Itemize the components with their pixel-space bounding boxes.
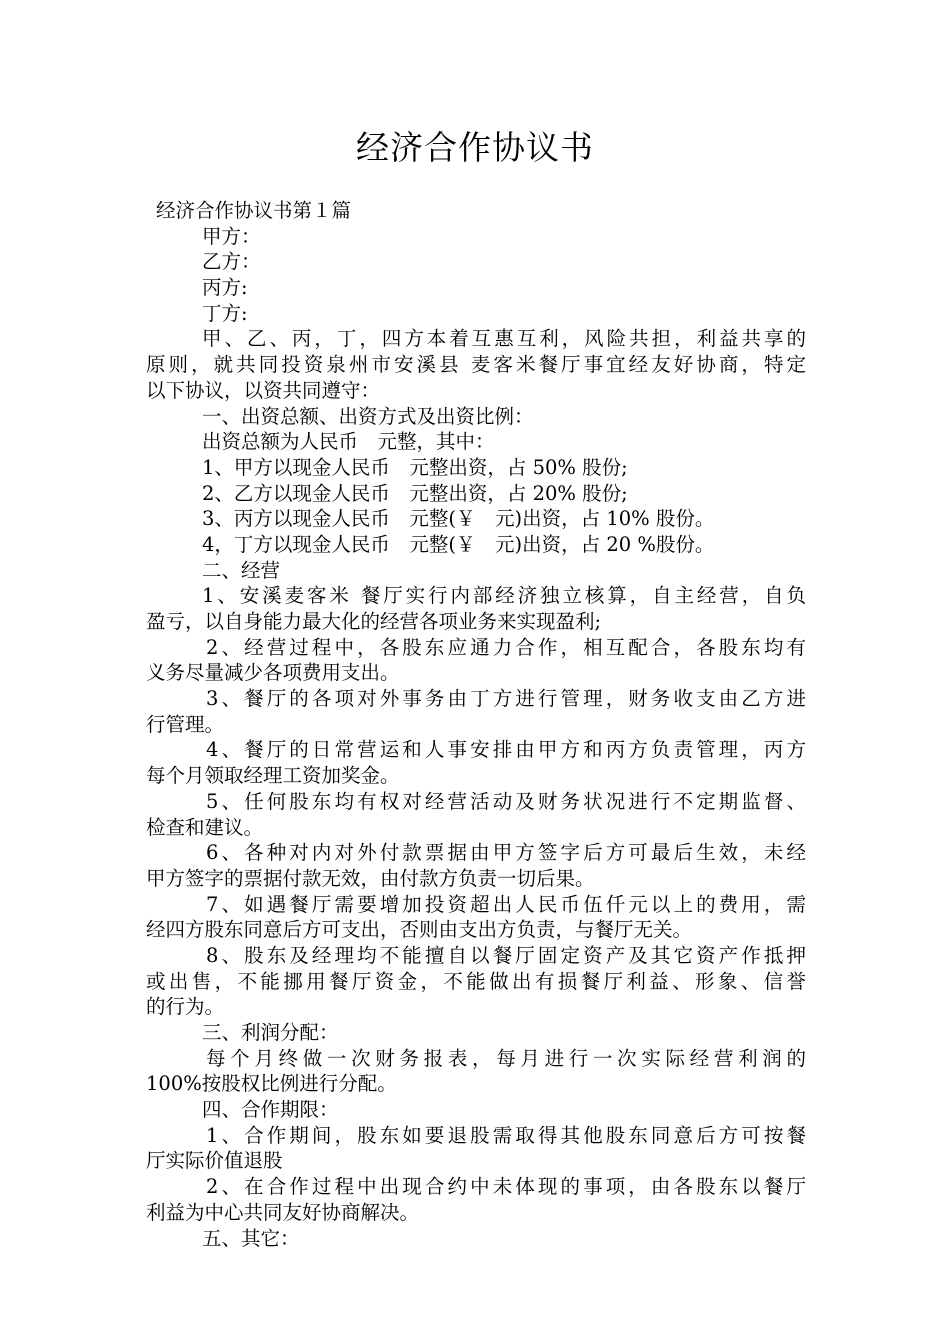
document-line: 经济合作协议书第１篇	[156, 199, 352, 222]
document-line: 以下协议，以资共同遵守：	[146, 378, 381, 402]
document-line: 3、丙方以现金人民币 元整(￥ 元)出资，占 10% 股份。	[202, 507, 715, 531]
document-line: 盈亏，以自身能力最大化的经营各项业务来实现盈利;	[146, 610, 602, 633]
document-line: 检查和建议。	[146, 815, 264, 839]
document-line: 五、其它：	[202, 1226, 300, 1250]
document-line: 2、在合作过程中出现合约中未体现的事项，由各股东以餐厅	[206, 1175, 806, 1199]
document-line: 6、各种对内对外付款票据由甲方签字后方可最后生效，未经	[206, 841, 806, 865]
document-line: 2、乙方以现金人民币 元整出资，占 20% 股份;	[202, 481, 628, 505]
document-line: 义务尽量减少各项费用支出。	[146, 661, 400, 685]
document-line: 4，丁方以现金人民币 元整(￥ 元)出资，占 20 %股份。	[202, 532, 715, 556]
document-line: 的行为。	[146, 995, 225, 1019]
document-line: 厅实际价值退股	[146, 1149, 283, 1173]
document-line: 行管理。	[146, 712, 225, 736]
document-line: 2、经营过程中，各股东应通力合作，相互配合，各股东均有	[206, 635, 806, 659]
document-line: 丙方:	[202, 276, 248, 300]
document-line: 甲、乙、丙，丁，四方本着互惠互利，风险共担，利益共享的	[202, 327, 806, 351]
document-line: 每个月终做一次财务报表，每月进行一次实际经营利润的	[206, 1046, 806, 1070]
document-line: 甲方：	[202, 224, 261, 248]
document-line: 每个月领取经理工资加奖金。	[146, 764, 400, 788]
document-line: 1、合作期间，股东如要退股需取得其他股东同意后方可按餐	[206, 1123, 806, 1147]
document-line: 丁方:	[202, 301, 248, 325]
document-line: 8、股东及经理均不能擅自以餐厅固定资产及其它资产作抵押	[206, 943, 806, 967]
document-title: 经济合作协议书	[356, 128, 594, 167]
document-line: 原则，就共同投资泉州市安溪县 麦客米餐厅事宜经友好协商，特定	[146, 353, 806, 377]
document-line: 甲方签字的票据付款无效，由付款方负责一切后果。	[146, 866, 595, 890]
document-line: 二、经营	[202, 558, 281, 582]
document-line: 1、甲方以现金人民币 元整出资，占 50% 股份;	[202, 455, 628, 479]
document-line: 3、餐厅的各项对外事务由丁方进行管理，财务收支由乙方进	[206, 687, 806, 711]
document-line: 1、安溪麦客米 餐厅实行内部经济独立核算，自主经营，自负	[202, 584, 806, 608]
document-line: 或出售，不能挪用餐厅资金，不能做出有损餐厅利益、形象、信誉	[146, 969, 806, 993]
document-line: 5、任何股东均有权对经营活动及财务状况进行不定期监督、	[206, 789, 806, 813]
document-line: 一、出资总额、出资方式及出资比例：	[202, 404, 534, 428]
document-body	[146, 198, 806, 1251]
document-line: 利益为中心共同友好协商解决。	[146, 1200, 420, 1224]
document-line: 四、合作期限：	[202, 1098, 339, 1122]
document-line: 7、如遇餐厅需要增加投资超出人民币伍仟元以上的费用，需	[206, 892, 806, 916]
document-line: 三、利润分配：	[202, 1021, 339, 1044]
document-line: 经四方股东同意后方可支出，否则由支出方负责，与餐厅无关。	[146, 918, 693, 942]
document-line: 4、餐厅的日常营运和人事安排由甲方和丙方负责管理，丙方	[206, 738, 806, 762]
document-line: 100%按股权比例进行分配。	[146, 1072, 397, 1096]
document-line: 乙方：	[202, 250, 261, 274]
document-line: 出资总额为人民币 元整，其中：	[202, 430, 495, 454]
